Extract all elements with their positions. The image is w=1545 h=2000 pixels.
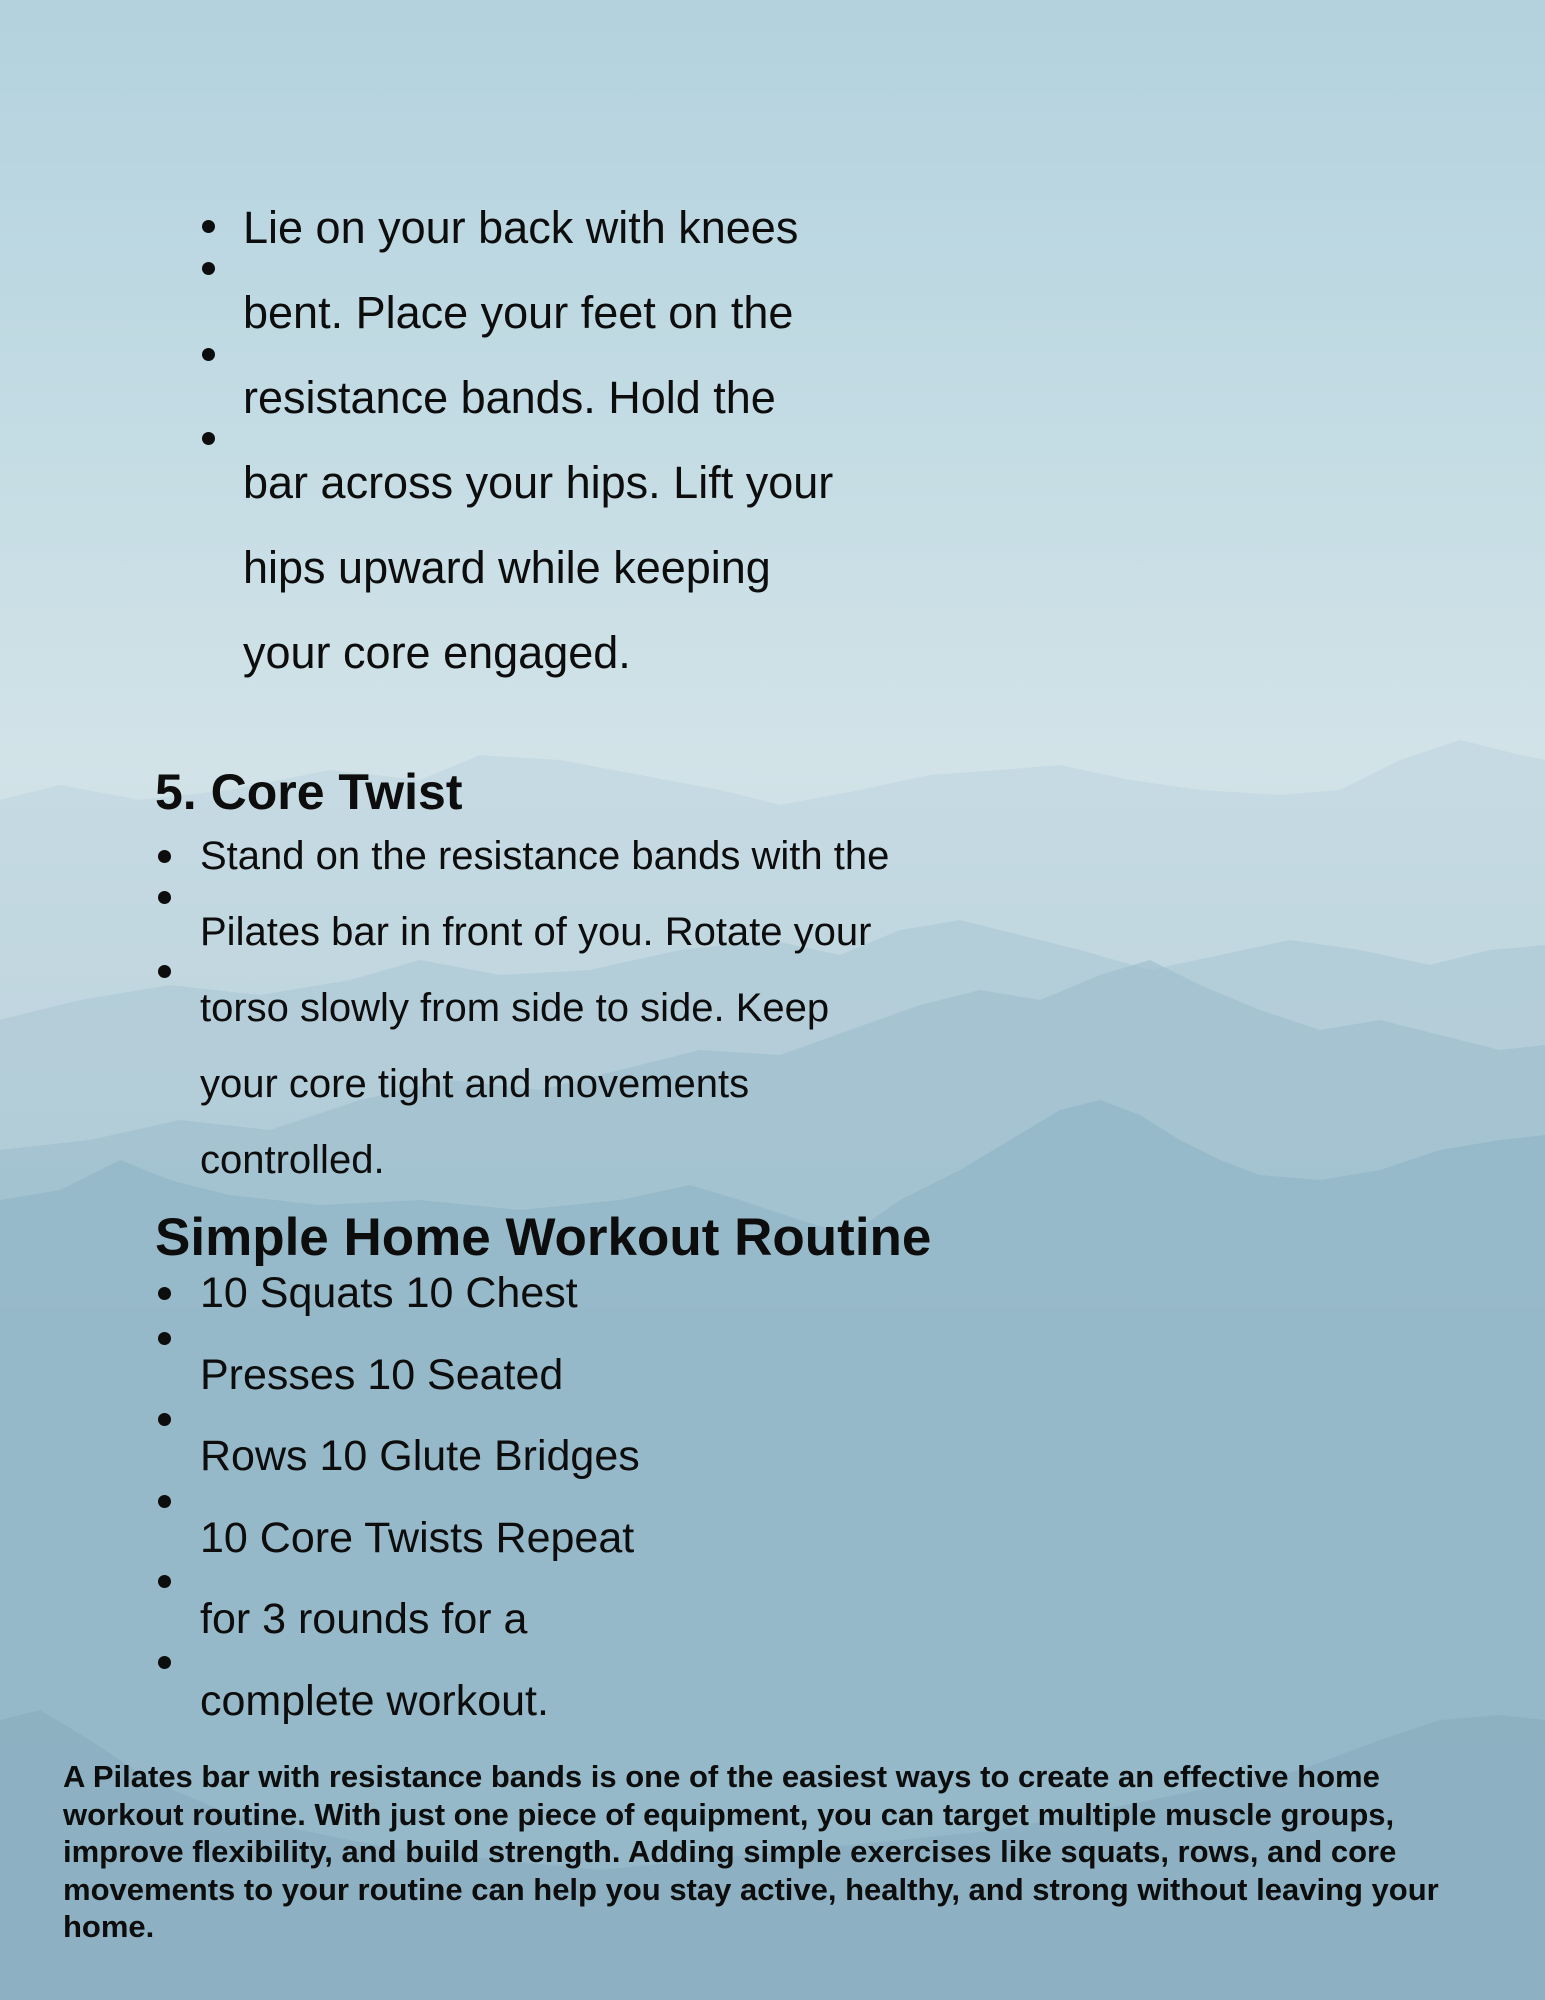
- list-item: Presses 10 Seated: [200, 1335, 760, 1417]
- workout-routine-steps: [200, 1253, 760, 1742]
- list-item: Pilates bar in front of you. Rotate your: [200, 894, 960, 970]
- bullet-icon: [158, 891, 171, 904]
- list-item: resistance bands. Hold the: [243, 355, 943, 440]
- list-item: 10 Core Twists Repeat: [200, 1498, 760, 1580]
- summary-paragraph: A Pilates bar with resistance bands is one of the easiest ways to create an effective home workout routine. With just one piece of equipment, you can target multiple muscle groups, improve flexibility, and build strength. Adding simple exercises like squats, rows, and core movements to your routine can help you stay active, healthy, and strong without leaving your home.: [63, 1759, 1439, 1944]
- list-item: your core tight and movements: [200, 1062, 750, 1106]
- bullet-icon: [158, 1575, 171, 1588]
- list-item: Stand on the resistance bands with the: [200, 818, 960, 894]
- bullet-icon: [158, 850, 171, 863]
- bullet-icon: [202, 348, 215, 361]
- section-title-workout-routine: Simple Home Workout Routine: [155, 1208, 932, 1267]
- bullet-icon: [158, 1495, 171, 1508]
- list-item: torso slowly from side to side. Keep: [200, 970, 960, 1046]
- bullet-icon: [202, 432, 215, 445]
- bullet-icon: [158, 1332, 171, 1345]
- section-title-core-twist: 5. Core Twist: [155, 764, 463, 820]
- list-item: bar across your hips. Lift your: [243, 440, 943, 525]
- bullet-icon: [158, 965, 171, 978]
- list-item: Lie on your back with knees: [243, 185, 943, 270]
- list-item: your core engaged.: [243, 627, 631, 678]
- exercise-5-steps: [200, 818, 960, 1198]
- bullet-icon: [158, 1287, 171, 1300]
- bullet-icon: [202, 220, 215, 233]
- list-item: controlled.: [200, 1138, 385, 1182]
- list-item: hips upward while keeping: [243, 542, 771, 593]
- list-item: for 3 rounds for a: [200, 1579, 760, 1661]
- list-item: 10 Squats 10 Chest: [200, 1253, 760, 1335]
- bullet-icon: [158, 1656, 171, 1669]
- list-item: Rows 10 Glute Bridges: [200, 1416, 760, 1498]
- bullet-icon: [158, 1413, 171, 1426]
- list-item: bent. Place your feet on the: [243, 270, 943, 355]
- bullet-icon: [202, 262, 215, 275]
- list-item: complete workout.: [200, 1661, 760, 1743]
- exercise-4-steps: [243, 185, 943, 695]
